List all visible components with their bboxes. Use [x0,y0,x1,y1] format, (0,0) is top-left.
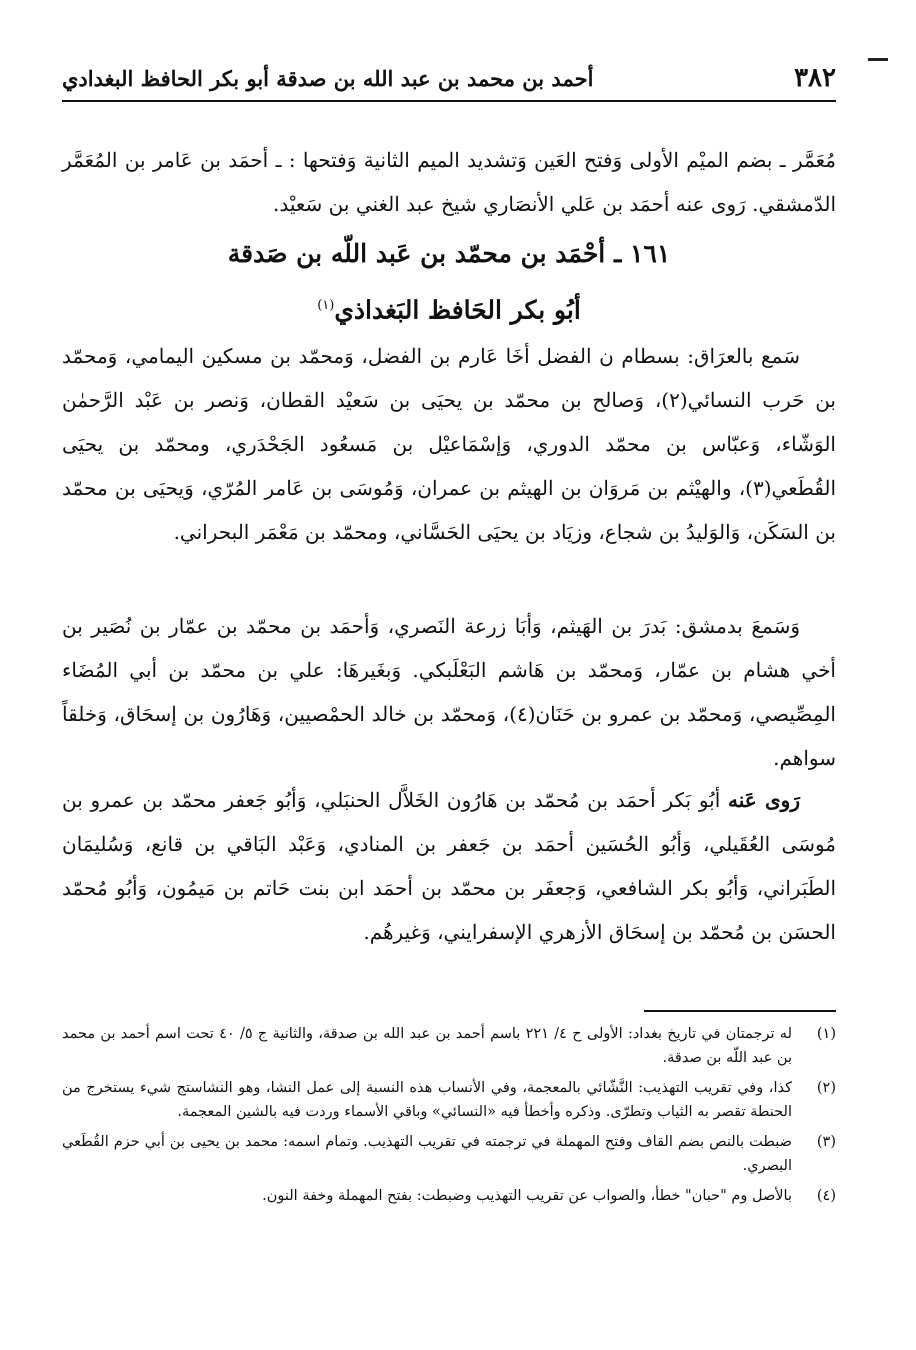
scan-mark [868,58,888,61]
footnote [62,1076,836,1124]
paragraph-lead: رَوى عَنه [728,788,800,812]
footnote-text: ضبطت بالنص بضم القاف وفتح المهملة في ترجمته في تقريب التهذيب. وتمام اسمه: محمد بن يحيى بن أبي حزم القُطَعي البصري. [62,1134,792,1174]
section-students [62,778,836,954]
footnote [62,1130,836,1178]
footnote [62,1184,836,1208]
intro-paragraph: مُعَمَّر ـ بضم الميْم الأولى وَفتح العَين وَتشديد الميم الثانية وَفتحها : ـ أحمَد بن عَامر بن المُعَمَّر الدّمشقي. رَوى عنه أحمَد بن عَلي الأنصَاري شيخ عبد الغني بن سَعيْد. [62,148,836,216]
running-title: أحمد بن محمد بن عبد الله بن صدقة أبو بكر الحافظ البغدادي [62,65,594,91]
footnote-text: بالأصل وم "حبان" خطأ، والصواب عن تقريب التهذيب وضبطت: بفتح المهملة وخفة النون. [262,1188,792,1204]
footnote-number: (٢) [816,1080,836,1096]
footnotes [62,1022,836,1214]
footnote-text: له ترجمتان في تاريخ بغداد: الأولى ح ٤/ ٢٢١ باسم أحمد بن عبد الله بن صدقة، والثانية ج ٥/ ٤٠ تحت اسم أحمد بن محمد بن عبد اللّه بن صدقة. [62,1026,793,1066]
entry-title-line-2: أبُو بكر الحَافظ البَغداذي [334,295,581,325]
entry-title-line-2-wrap [62,280,836,336]
entry-title-footnote-ref: (١) [317,298,335,313]
paragraph-wrap [62,778,836,954]
footnote-number: (٣) [816,1134,836,1150]
section-iraq-teachers [62,334,836,554]
page-header [62,56,836,102]
section-damascus-teachers [62,604,836,780]
page-number: ٣٨٢ [794,63,836,93]
paragraph-text: أبُو بَكر أحمَد بن مُحمّد بن هَارُون الخَلاَّل الحنبَلي، وَأبُو جَعفر محمّد بن عمرو بن مُوسَى العُقَيلي، وَأبُو الحُسَين أحمَد بن جَعفر بن المنادي، وَعَبْد البَاقي بن قانع، وَسُليمَان الطَبَراني، وَأبُو بكر الشافعي، وَجعفَر بن محمّد بن أحمَد ابن بنت حَاتم بن مَيمُون، وَأبُو مُحمّد الحسَن بن مُحمّد بن إسحَاق الأزهري الإسفرايني، وَغيرهُم. [62,788,836,944]
footnote-divider [644,1010,836,1012]
footnote-text: كذا، وفي تقريب التهذيب: النَّشّائي بالمعجمة، وفي الأنساب هذه النسبة إلى عمل النشا، وهو النشاستج شيء يستخرج من الحنطة تقصر به الثياب وتطرّى. وذكره وأخطأ فيه «النسائي» وباقي الأسماء وردت فيه بالشين المعجمة. [62,1080,792,1120]
intro-paragraph-block [62,138,836,226]
footnote [62,1022,836,1070]
entry-title-line-1: ١٦١ ـ أحْمَد بن محمّد بن عَبد اللّه بن صَدقة [227,239,671,268]
entry-title [62,228,836,336]
footnote-number: (٤) [816,1188,836,1204]
footnote-number: (١) [816,1026,836,1042]
paragraph-text: وَسَمعَ بدمشق: بَدرَ بن الهَيثم، وَأبَا زرعة النَصري، وَأحمَد بن محمّد بن عمّار بن نُصَير بن أخي هشام بن عمّار، وَمحمّد بن هَاشم البَعْلَبكي. وَبغَيرهَا: علي بن محمّد بن أبي المُضَاء المِصِّيصي، وَمحمّد بن عمرو بن حَنَان(٤)، وَمحمّد بن خالد الحمْصيين، وَهَارُون بن إسحَاق، وَخلقاً سواهم. [62,614,836,770]
paragraph-text: سَمع بالعرَاق: بسطام ن الفضل أخَا عَارم بن الفضل، وَمحمّد بن مسكين اليمامي، وَمحمّد بن حَرب النسائي(٢)، وَصالح بن محمّد بن يحيَى بن سَعيْد القطان، وَنصر بن عَبْد الرَّحمٰن الوَشّاء، وَعبّاس بن محمّد الدوري، وَإسْمَاعيْل بن مَسعُود الجَحْدَري، ومحمّد بن يحيَى القُطَعي(٣)، والهيْثم بن مَروَان بن الهيثم بن عمران، وَمُوسَى بن عَامر المُرّي، وَيحيَى بن محمّد بن السَكَن، وَالوَليدُ بن شجاع، وزيَاد بن يحيَى الحَسَّاني، ومحمّد بن مَعْمَر البحراني. [62,344,836,544]
